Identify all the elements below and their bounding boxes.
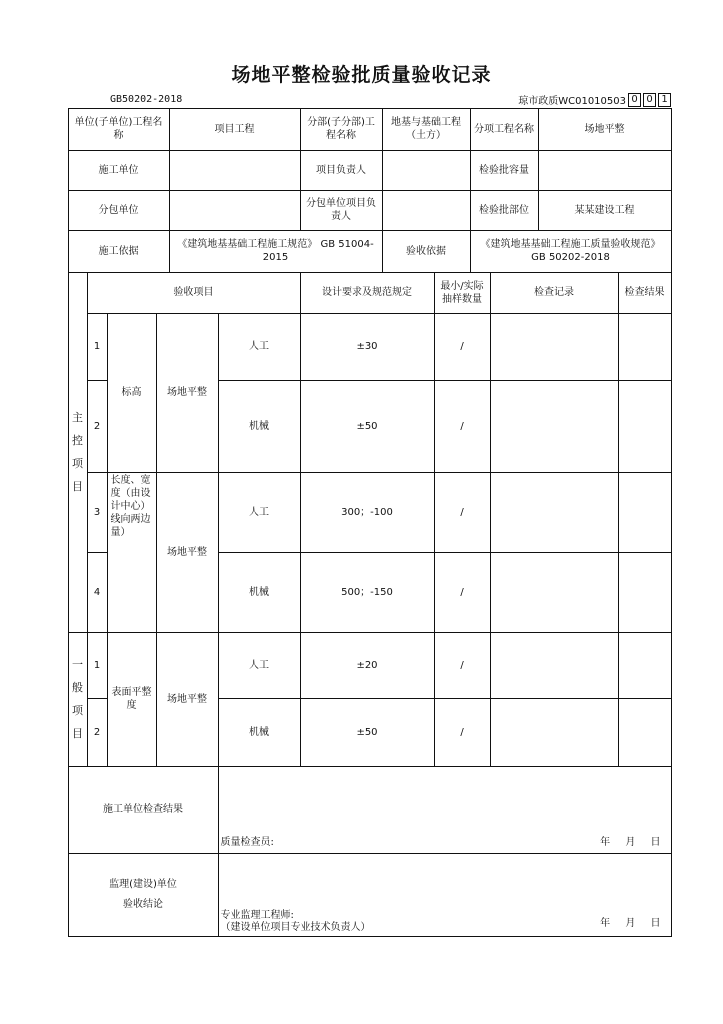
supervisor-conclusion-area[interactable] xyxy=(218,853,672,937)
item-record[interactable] xyxy=(490,313,619,381)
basis-label: 施工依据 xyxy=(68,230,170,273)
engineer-label xyxy=(221,910,371,934)
standard-code: GB50202-2018 xyxy=(110,94,183,105)
item-sample[interactable]: / xyxy=(434,552,491,633)
col-result: 检查结果 xyxy=(618,272,672,314)
location-label: 检验批部位 xyxy=(470,190,539,231)
division-label: 分部(子分部)工程名称 xyxy=(300,108,383,151)
location-value[interactable]: 某某建设工程 xyxy=(538,190,672,231)
group-length-width: 长度、宽度（由设计中心）线向两边量） xyxy=(107,472,157,633)
record-digit[interactable]: 1 xyxy=(658,93,671,107)
item-record[interactable] xyxy=(490,698,619,767)
supervisor-label-2: 验收结论 xyxy=(123,898,163,910)
item-no: 2 xyxy=(87,698,108,767)
item-result[interactable] xyxy=(618,313,672,381)
contractor-value[interactable] xyxy=(169,150,301,191)
subcontractor-value[interactable] xyxy=(169,190,301,231)
general-item-char: 一 xyxy=(72,658,83,671)
main-control-char: 目 xyxy=(72,480,83,493)
supervisor-label xyxy=(68,853,219,937)
item-method: 机械 xyxy=(218,380,301,473)
item-result[interactable] xyxy=(618,472,672,553)
general-item-char: 目 xyxy=(72,727,83,740)
subitem-value[interactable]: 场地平整 xyxy=(538,108,672,151)
main-control-char: 主 xyxy=(72,411,83,424)
item-no: 1 xyxy=(87,313,108,381)
item-no: 3 xyxy=(87,472,108,553)
item-result[interactable] xyxy=(618,632,672,699)
contractor-label: 施工单位 xyxy=(68,150,170,191)
general-item-label xyxy=(68,632,88,767)
item-no: 1 xyxy=(87,632,108,699)
item-sample[interactable]: / xyxy=(434,698,491,767)
item-method: 机械 xyxy=(218,552,301,633)
general-item-char: 般 xyxy=(72,681,83,694)
contractor-check-label: 施工单位检查结果 xyxy=(68,766,219,854)
page-title: 场地平整检验批质量验收记录 xyxy=(231,64,492,86)
item-method: 机械 xyxy=(218,698,301,767)
unit-value[interactable]: 项目工程 xyxy=(169,108,301,151)
acceptance-basis-value[interactable]: 《建筑地基基础工程施工质量验收规范》GB 50202-2018 xyxy=(470,230,672,273)
record-digit[interactable]: 0 xyxy=(628,93,641,107)
engineer-line-2: （建设单位项目专业技术负责人） xyxy=(220,921,371,933)
group-elevation: 标高 xyxy=(107,313,157,473)
item-spec: ±50 xyxy=(300,698,435,767)
item-sample[interactable]: / xyxy=(434,472,491,553)
item-spec: 500；-150 xyxy=(300,552,435,633)
pm-label: 项目负责人 xyxy=(300,150,383,191)
inspection-grid xyxy=(68,108,671,936)
division-value[interactable]: 地基与基础工程（土方） xyxy=(382,108,471,151)
group-scope: 场地平整 xyxy=(156,313,219,473)
col-record: 检查记录 xyxy=(490,272,619,314)
main-control-char: 控 xyxy=(72,434,83,447)
item-record[interactable] xyxy=(490,380,619,473)
inspector-date: 年 月 日 xyxy=(600,836,661,848)
item-sample[interactable]: / xyxy=(434,380,491,473)
subcontractor-label: 分包单位 xyxy=(68,190,170,231)
contractor-check-area[interactable] xyxy=(218,766,672,854)
subitem-label: 分项工程名称 xyxy=(470,108,539,151)
main-control-label xyxy=(68,272,88,633)
engineer-line-1: 专业监理工程师: xyxy=(220,909,294,921)
general-item-char: 项 xyxy=(72,704,83,717)
inspector-label: 质量检查员: xyxy=(220,836,274,848)
item-spec: 300；-100 xyxy=(300,472,435,553)
group-scope: 场地平整 xyxy=(156,632,219,767)
sub-pm-value[interactable] xyxy=(382,190,471,231)
item-record[interactable] xyxy=(490,552,619,633)
basis-value[interactable]: 《建筑地基基础工程施工规范》 GB 51004-2015 xyxy=(169,230,383,273)
capacity-label: 检验批容量 xyxy=(470,150,539,191)
record-number-prefix: 琼市政质WC01010503 xyxy=(518,96,626,107)
item-result[interactable] xyxy=(618,698,672,767)
item-no: 2 xyxy=(87,380,108,473)
item-result[interactable] xyxy=(618,380,672,473)
supervisor-date: 年 月 日 xyxy=(600,917,661,929)
supervisor-label-1: 监理(建设)单位 xyxy=(109,878,177,890)
col-design: 设计要求及规范规定 xyxy=(300,272,435,314)
item-sample[interactable]: / xyxy=(434,313,491,381)
item-method: 人工 xyxy=(218,313,301,381)
item-record[interactable] xyxy=(490,472,619,553)
item-no: 4 xyxy=(87,552,108,633)
sub-pm-label: 分包单位项目负责人 xyxy=(300,190,383,231)
group-flatness: 表面平整度 xyxy=(107,632,157,767)
item-method: 人工 xyxy=(218,472,301,553)
record-number xyxy=(518,92,671,107)
item-sample[interactable]: / xyxy=(434,632,491,699)
item-method: 人工 xyxy=(218,632,301,699)
item-record[interactable] xyxy=(490,632,619,699)
item-result[interactable] xyxy=(618,552,672,633)
col-item: 验收项目 xyxy=(87,272,301,314)
acceptance-basis-label: 验收依据 xyxy=(382,230,471,273)
unit-label: 单位(子单位)工程名称 xyxy=(68,108,170,151)
main-control-char: 项 xyxy=(72,457,83,470)
item-spec: ±20 xyxy=(300,632,435,699)
record-digit[interactable]: 0 xyxy=(643,93,656,107)
capacity-value[interactable] xyxy=(538,150,672,191)
item-spec: ±50 xyxy=(300,380,435,473)
group-scope: 场地平整 xyxy=(156,472,219,633)
pm-value[interactable] xyxy=(382,150,471,191)
item-spec: ±30 xyxy=(300,313,435,381)
col-sample: 最小/实际抽样数量 xyxy=(434,272,491,314)
